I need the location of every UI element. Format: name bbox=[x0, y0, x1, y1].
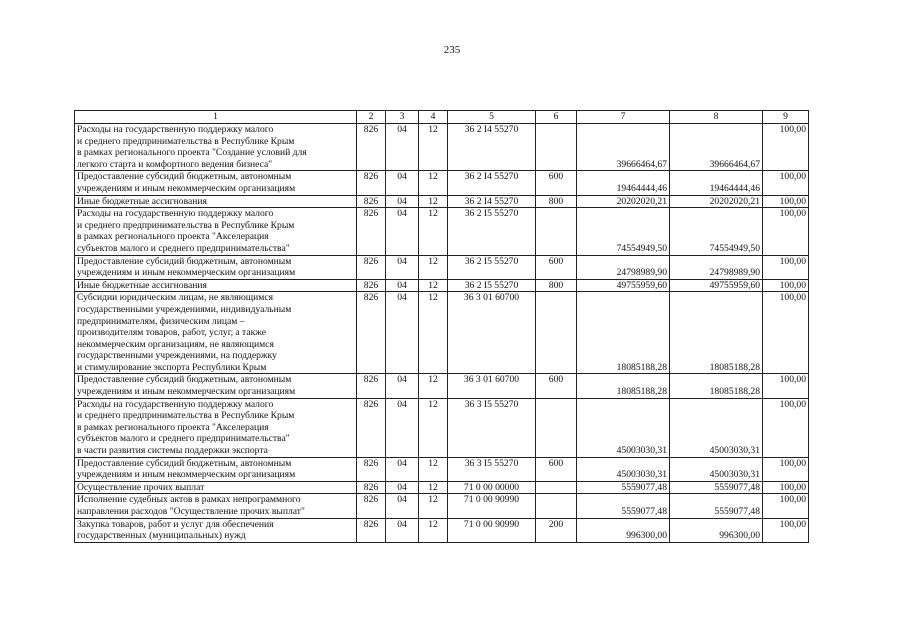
planned-amount-cell: 49755959,60 bbox=[577, 279, 670, 292]
subsection-code-cell: 12 bbox=[419, 481, 448, 494]
execution-percent-cell: 100,00 bbox=[763, 481, 809, 494]
row-name-cell: Осуществление прочих выплат bbox=[75, 481, 357, 494]
target-article-cell: 36 2 I4 55270 bbox=[448, 124, 536, 171]
target-article-cell: 71 0 00 00000 bbox=[448, 481, 536, 494]
row-name-cell: Иные бюджетные ассигнования bbox=[75, 195, 357, 208]
target-article-cell: 36 2 I4 55270 bbox=[448, 195, 536, 208]
expense-type-cell bbox=[536, 481, 577, 494]
section-code-cell: 04 bbox=[386, 518, 419, 542]
ministry-code-cell: 826 bbox=[357, 208, 386, 255]
budget-table bbox=[74, 110, 809, 543]
target-article-cell: 36 2 I4 55270 bbox=[448, 171, 536, 195]
planned-amount-cell: 5559077,48 bbox=[577, 494, 670, 518]
expense-type-cell: 600 bbox=[536, 457, 577, 481]
ministry-code-cell: 826 bbox=[357, 292, 386, 374]
subsection-code-cell: 12 bbox=[419, 171, 448, 195]
executed-amount-cell: 20202020,21 bbox=[670, 195, 763, 208]
subsection-code-cell: 12 bbox=[419, 494, 448, 518]
header-cell: 1 bbox=[75, 111, 357, 124]
subsection-code-cell: 12 bbox=[419, 124, 448, 171]
section-code-cell: 04 bbox=[386, 195, 419, 208]
ministry-code-cell: 826 bbox=[357, 518, 386, 542]
row-name-cell: Предоставление субсидий бюджетным, автономным учреждениям и иным некоммерческим организациям bbox=[75, 457, 357, 481]
table-row bbox=[75, 279, 809, 292]
row-name-cell: Расходы на государственную поддержку малого и среднего предпринимательства в Республике Крым в рамках регионального проекта "Акселерация субъектов малого и среднего предпринимательства" в части развития системы поддержки экспорта bbox=[75, 398, 357, 457]
executed-amount-cell: 996300,00 bbox=[670, 518, 763, 542]
execution-percent-cell: 100,00 bbox=[763, 518, 809, 542]
header-cell: 5 bbox=[448, 111, 536, 124]
table-row bbox=[75, 255, 809, 279]
execution-percent-cell: 100,00 bbox=[763, 279, 809, 292]
subsection-code-cell: 12 bbox=[419, 457, 448, 481]
expense-type-cell: 800 bbox=[536, 195, 577, 208]
target-article-cell: 36 2 I5 55270 bbox=[448, 279, 536, 292]
target-article-cell: 36 3 01 60700 bbox=[448, 292, 536, 374]
execution-percent-cell: 100,00 bbox=[763, 208, 809, 255]
table-row bbox=[75, 124, 809, 171]
ministry-code-cell: 826 bbox=[357, 398, 386, 457]
table-row bbox=[75, 457, 809, 481]
executed-amount-cell: 39666464,67 bbox=[670, 124, 763, 171]
target-article-cell: 36 3 I5 55270 bbox=[448, 398, 536, 457]
row-name-cell: Предоставление субсидий бюджетным, автономным учреждениям и иным некоммерческим организациям bbox=[75, 171, 357, 195]
table-row bbox=[75, 398, 809, 457]
execution-percent-cell: 100,00 bbox=[763, 374, 809, 398]
subsection-code-cell: 12 bbox=[419, 292, 448, 374]
planned-amount-cell: 18085188,28 bbox=[577, 292, 670, 374]
row-name-cell: Расходы на государственную поддержку малого и среднего предпринимательства в Республике Крым в рамках регионального проекта "Акселерация субъектов малого и среднего предпринимательства" bbox=[75, 208, 357, 255]
subsection-code-cell: 12 bbox=[419, 518, 448, 542]
row-name-cell: Иные бюджетные ассигнования bbox=[75, 279, 357, 292]
table-row bbox=[75, 208, 809, 255]
table-row bbox=[75, 518, 809, 542]
expense-type-cell bbox=[536, 494, 577, 518]
section-code-cell: 04 bbox=[386, 374, 419, 398]
page-number: 235 bbox=[443, 44, 461, 56]
section-code-cell: 04 bbox=[386, 292, 419, 374]
ministry-code-cell: 826 bbox=[357, 124, 386, 171]
header-cell: 2 bbox=[357, 111, 386, 124]
subsection-code-cell: 12 bbox=[419, 398, 448, 457]
row-name-cell: Исполнение судебных актов в рамках непрограммного направления расходов "Осуществление прочих выплат" bbox=[75, 494, 357, 518]
subsection-code-cell: 12 bbox=[419, 255, 448, 279]
execution-percent-cell: 100,00 bbox=[763, 124, 809, 171]
section-code-cell: 04 bbox=[386, 279, 419, 292]
execution-percent-cell: 100,00 bbox=[763, 494, 809, 518]
section-code-cell: 04 bbox=[386, 124, 419, 171]
planned-amount-cell: 19464444,46 bbox=[577, 171, 670, 195]
ministry-code-cell: 826 bbox=[357, 457, 386, 481]
expense-type-cell: 600 bbox=[536, 374, 577, 398]
executed-amount-cell: 24798989,90 bbox=[670, 255, 763, 279]
planned-amount-cell: 18085188,28 bbox=[577, 374, 670, 398]
header-cell: 6 bbox=[536, 111, 577, 124]
executed-amount-cell: 45003030,31 bbox=[670, 398, 763, 457]
table-row bbox=[75, 292, 809, 374]
subsection-code-cell: 12 bbox=[419, 374, 448, 398]
ministry-code-cell: 826 bbox=[357, 171, 386, 195]
header-cell: 9 bbox=[763, 111, 809, 124]
table-row bbox=[75, 195, 809, 208]
ministry-code-cell: 826 bbox=[357, 195, 386, 208]
section-code-cell: 04 bbox=[386, 398, 419, 457]
header-cell: 7 bbox=[577, 111, 670, 124]
table-row bbox=[75, 481, 809, 494]
subsection-code-cell: 12 bbox=[419, 279, 448, 292]
target-article-cell: 36 2 I5 55270 bbox=[448, 208, 536, 255]
header-cell: 3 bbox=[386, 111, 419, 124]
ministry-code-cell: 826 bbox=[357, 255, 386, 279]
header-cell: 4 bbox=[419, 111, 448, 124]
ministry-code-cell: 826 bbox=[357, 481, 386, 494]
execution-percent-cell: 100,00 bbox=[763, 292, 809, 374]
executed-amount-cell: 49755959,60 bbox=[670, 279, 763, 292]
target-article-cell: 71 0 00 90990 bbox=[448, 494, 536, 518]
execution-percent-cell: 100,00 bbox=[763, 457, 809, 481]
planned-amount-cell: 45003030,31 bbox=[577, 457, 670, 481]
expense-type-cell bbox=[536, 292, 577, 374]
subsection-code-cell: 12 bbox=[419, 208, 448, 255]
table-row bbox=[75, 494, 809, 518]
row-name-cell: Предоставление субсидий бюджетным, автономным учреждениям и иным некоммерческим организациям bbox=[75, 255, 357, 279]
execution-percent-cell: 100,00 bbox=[763, 255, 809, 279]
executed-amount-cell: 45003030,31 bbox=[670, 457, 763, 481]
ministry-code-cell: 826 bbox=[357, 494, 386, 518]
expense-type-cell: 800 bbox=[536, 279, 577, 292]
target-article-cell: 36 3 I5 55270 bbox=[448, 457, 536, 481]
expense-type-cell: 200 bbox=[536, 518, 577, 542]
section-code-cell: 04 bbox=[386, 494, 419, 518]
planned-amount-cell: 45003030,31 bbox=[577, 398, 670, 457]
executed-amount-cell: 19464444,46 bbox=[670, 171, 763, 195]
target-article-cell: 36 3 01 60700 bbox=[448, 374, 536, 398]
target-article-cell: 36 2 I5 55270 bbox=[448, 255, 536, 279]
execution-percent-cell: 100,00 bbox=[763, 398, 809, 457]
planned-amount-cell: 74554949,50 bbox=[577, 208, 670, 255]
section-code-cell: 04 bbox=[386, 171, 419, 195]
planned-amount-cell: 39666464,67 bbox=[577, 124, 670, 171]
expense-type-cell bbox=[536, 208, 577, 255]
planned-amount-cell: 20202020,21 bbox=[577, 195, 670, 208]
section-code-cell: 04 bbox=[386, 457, 419, 481]
executed-amount-cell: 18085188,28 bbox=[670, 292, 763, 374]
row-name-cell: Предоставление субсидий бюджетным, автономным учреждениям и иным некоммерческим организациям bbox=[75, 374, 357, 398]
subsection-code-cell: 12 bbox=[419, 195, 448, 208]
section-code-cell: 04 bbox=[386, 255, 419, 279]
expense-type-cell: 600 bbox=[536, 255, 577, 279]
section-code-cell: 04 bbox=[386, 208, 419, 255]
row-name-cell: Закупка товаров, работ и услуг для обеспечения государственных (муниципальных) нужд bbox=[75, 518, 357, 542]
planned-amount-cell: 5559077,48 bbox=[577, 481, 670, 494]
header-row bbox=[75, 111, 809, 124]
row-name-cell: Субсидии юридическим лицам, не являющимся государственными учреждениями, индивидуальным предпринимателям, физическим лицам – производителям товаров, работ, услуг, а также некоммерческим организациям, не являющимся государственными учреждениями, на поддержку и стимулирование экспорта Республики Крым bbox=[75, 292, 357, 374]
header-cell: 8 bbox=[670, 111, 763, 124]
execution-percent-cell: 100,00 bbox=[763, 195, 809, 208]
section-code-cell: 04 bbox=[386, 481, 419, 494]
executed-amount-cell: 74554949,50 bbox=[670, 208, 763, 255]
executed-amount-cell: 5559077,48 bbox=[670, 481, 763, 494]
ministry-code-cell: 826 bbox=[357, 374, 386, 398]
execution-percent-cell: 100,00 bbox=[763, 171, 809, 195]
planned-amount-cell: 996300,00 bbox=[577, 518, 670, 542]
expense-type-cell: 600 bbox=[536, 171, 577, 195]
row-name-cell: Расходы на государственную поддержку малого и среднего предпринимательства в Республике Крым в рамках регионального проекта "Создание условий для легкого старта и комфортного ведения бизнеса" bbox=[75, 124, 357, 171]
executed-amount-cell: 18085188,28 bbox=[670, 374, 763, 398]
executed-amount-cell: 5559077,48 bbox=[670, 494, 763, 518]
table-row bbox=[75, 171, 809, 195]
ministry-code-cell: 826 bbox=[357, 279, 386, 292]
expense-type-cell bbox=[536, 398, 577, 457]
target-article-cell: 71 0 00 90990 bbox=[448, 518, 536, 542]
planned-amount-cell: 24798989,90 bbox=[577, 255, 670, 279]
expense-type-cell bbox=[536, 124, 577, 171]
table-row bbox=[75, 374, 809, 398]
